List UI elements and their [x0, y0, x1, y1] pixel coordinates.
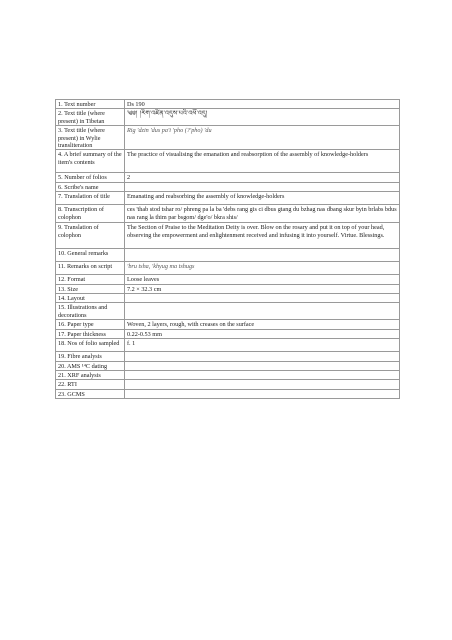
table-row [56, 389, 400, 398]
field-label: 21. XRF analysis [56, 370, 125, 379]
table-row [56, 380, 400, 389]
field-value: 2 [125, 173, 400, 182]
field-label: 1. Text number [56, 100, 125, 109]
field-value [125, 249, 400, 262]
table-row [56, 294, 400, 303]
table-row [56, 126, 400, 150]
field-value [125, 303, 400, 320]
table-row [56, 262, 400, 275]
field-label: 9. Translation of colophon [56, 223, 125, 249]
table-row [56, 339, 400, 352]
field-label: 5. Number of folios [56, 173, 125, 182]
table-row [56, 223, 400, 249]
field-label: 2. Text title (where present) in Tibetan [56, 109, 125, 126]
field-value [125, 352, 400, 361]
field-value: Ds 190 [125, 100, 400, 109]
field-label: 7. Translation of title [56, 192, 125, 205]
table-row [56, 182, 400, 191]
field-value: Emanating and reabsorbing the assembly of knowledge-holders [125, 192, 400, 205]
field-value: 0.22-0.53 mm [125, 329, 400, 338]
field-value: Woven, 2 layers, rough, with creases on the surface [125, 320, 400, 329]
field-label: 11. Remarks on script [56, 262, 125, 275]
table-row [56, 320, 400, 329]
table-row [56, 173, 400, 182]
table-row [56, 284, 400, 293]
field-label: 15. Illustrations and decorations [56, 303, 125, 320]
table-row [56, 370, 400, 379]
table-row [56, 361, 400, 370]
table-row [56, 329, 400, 338]
field-value: f. 1 [125, 339, 400, 352]
field-label: 22. RTI [56, 380, 125, 389]
field-label: 19. Fibre analysis [56, 352, 125, 361]
field-value: ༄༅། །རིག་འཛིན་འདུས་པའི་འཕོ་འདུ། [125, 109, 400, 126]
field-label: 6. Scribe's name [56, 182, 125, 191]
field-value: 7.2 × 32.3 cm [125, 284, 400, 293]
field-label: 23. GCMS [56, 389, 125, 398]
field-value: ces 'thab stod tshar ro/ phreng pa la ba 'debs rang gis ci dbus gtang du bzhag nas dbang skur byin brlabs bdus nas rang la thim par bsgom/ dge'o/ bkra shis/ [125, 205, 400, 223]
field-value: 'bru tsha, 'khyug ma tshugs [125, 262, 400, 275]
field-value: Rig 'dzin 'dus pa'i 'pho (?'pho) 'du [125, 126, 400, 150]
table-row [56, 249, 400, 262]
metadata-table-body [56, 100, 400, 399]
field-label: 16. Paper type [56, 320, 125, 329]
table-row [56, 192, 400, 205]
table-row [56, 205, 400, 223]
field-value: The Section of Praise to the Meditation Deity is over. Blow on the rosary and put it on top of your head, observing the empowerment and enlightenment received and infusing it into yourself. Virtue. Blessings. [125, 223, 400, 249]
metadata-table [55, 99, 400, 399]
field-value [125, 370, 400, 379]
table-row [56, 275, 400, 284]
field-label: 14. Layout [56, 294, 125, 303]
field-value: The practice of visualising the emanation and reabsorption of the assembly of knowledge-holders [125, 150, 400, 173]
field-label: 3. Text title (where present) in Wylie transliteration [56, 126, 125, 150]
table-row [56, 150, 400, 173]
field-label: 17. Paper thickness [56, 329, 125, 338]
field-value: Loose leaves [125, 275, 400, 284]
field-label: 12. Format [56, 275, 125, 284]
field-label: 4. A brief summary of the item's contents [56, 150, 125, 173]
field-label: 20. AMS ¹⁴C dating [56, 361, 125, 370]
field-label: 8. Transcription of colophon [56, 205, 125, 223]
table-row [56, 303, 400, 320]
field-value [125, 182, 400, 191]
field-value [125, 361, 400, 370]
field-value [125, 380, 400, 389]
field-label: 10. General remarks [56, 249, 125, 262]
table-row [56, 352, 400, 361]
field-label: 13. Size [56, 284, 125, 293]
field-label: 18. Nos of folio sampled [56, 339, 125, 352]
table-row [56, 109, 400, 126]
table-row [56, 100, 400, 109]
field-value [125, 294, 400, 303]
field-value [125, 389, 400, 398]
